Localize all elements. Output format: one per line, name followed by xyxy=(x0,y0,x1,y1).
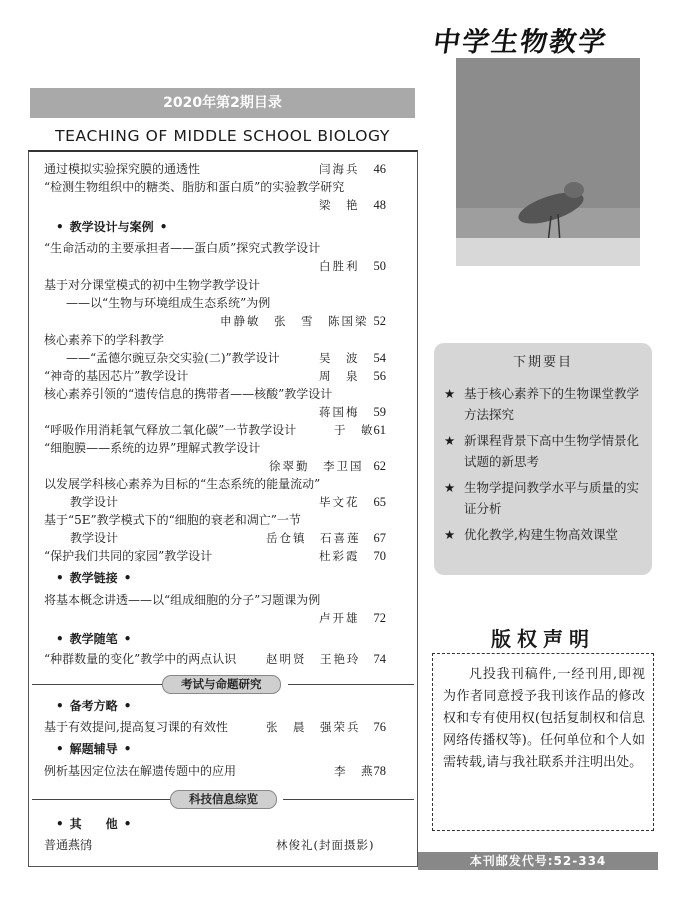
section-label: 教学随笔 xyxy=(69,632,118,646)
toc-author: 徐翠勤 李卫国 xyxy=(269,459,364,473)
toc-author: 岳仓镇 石喜莲 xyxy=(266,531,361,545)
divider-line xyxy=(32,799,170,800)
toc-subtitle: 教学设计 xyxy=(70,531,119,545)
next-issue-item xyxy=(444,383,649,425)
toc-title: “神奇的基因芯片”教学设计 xyxy=(44,369,189,383)
next-issue-item xyxy=(444,430,649,472)
toc-author: 申静敏 张 雪 陈国梁 xyxy=(220,314,369,328)
next-issue-box xyxy=(434,343,652,575)
toc-author: 白胜利 xyxy=(319,259,360,273)
star-icon: ★ xyxy=(444,527,456,542)
toc-page: 67 xyxy=(373,531,386,545)
postal-code-bar: 本刊邮发代号:52-334 xyxy=(418,852,658,870)
category-pill: 科技信息综览 xyxy=(170,790,277,809)
issue-banner: 2020年第2期目录 xyxy=(30,88,415,118)
section-label: 教学设计与案例 xyxy=(69,220,154,234)
section-heading: • 教学随笔 • xyxy=(56,632,132,646)
toc-author: 周 泉 xyxy=(319,369,360,383)
toc-page: 52 xyxy=(373,314,386,328)
divider-line xyxy=(283,799,414,800)
toc-author: 吴 波 xyxy=(319,351,360,365)
copyright-title: 版权声明 xyxy=(491,627,595,651)
toc-title: “保护我们共同的家园”教学设计 xyxy=(44,549,213,563)
toc-subtitle: ——以“生物与环境组成生态系统”为例 xyxy=(66,296,271,310)
section-heading: • 解题辅导 • xyxy=(56,742,132,756)
toc-page: 70 xyxy=(373,549,386,563)
toc-page: 61 xyxy=(373,423,386,437)
bird-illustration xyxy=(456,58,640,266)
toc-title: 基于“5E”教学模式下的“细胞的衰老和凋亡”一节 xyxy=(44,513,301,527)
toc-page: 76 xyxy=(373,720,386,734)
star-icon: ★ xyxy=(444,433,456,448)
toc-title: 普通燕鸻 xyxy=(44,838,93,852)
toc-title: 将基本概念讲透——以“组成细胞的分子”习题课为例 xyxy=(44,593,321,607)
toc-page: 48 xyxy=(373,198,386,212)
star-icon: ★ xyxy=(444,386,456,401)
toc-title: “细胞膜——系统的边界”理解式教学设计 xyxy=(44,441,261,455)
copyright-notice: 凡投我刊稿件,一经刊用,即视为作者同意授予我刊该作品的修改权和专有使用权(包括复制权和信息网络传播权等)。任何单位和个人如需转载,请与我社联系并注明出处。 xyxy=(432,653,654,831)
toc-title: “检测生物组织中的糖类、脂肪和蛋白质”的实验教学研究 xyxy=(44,180,345,194)
section-label: 解题辅导 xyxy=(69,742,118,756)
toc-page: 50 xyxy=(373,259,386,273)
cover-thumbnail[interactable] xyxy=(428,0,640,266)
section-heading: • 备考方略 • xyxy=(56,699,132,713)
toc-author: 赵明贤 王艳玲 xyxy=(266,652,361,666)
divider-line xyxy=(32,684,162,685)
toc-author: 张 晨 强荣兵 xyxy=(266,720,361,734)
cover-photo xyxy=(456,58,640,266)
toc-author: 于 敏 xyxy=(334,423,375,437)
divider-line xyxy=(288,684,414,685)
section-label: 备考方略 xyxy=(69,699,118,713)
toc-title: 通过模拟实验探究膜的通透性 xyxy=(44,162,201,176)
english-title: TEACHING OF MIDDLE SCHOOL BIOLOGY xyxy=(55,127,390,145)
toc-subtitle: ——“孟德尔豌豆杂交实验(二)”教学设计 xyxy=(66,351,280,365)
next-issue-text: 优化教学,构建生物高效课堂 xyxy=(464,527,618,542)
section-label: 教学链接 xyxy=(69,571,118,585)
star-icon: ★ xyxy=(444,480,456,495)
toc-title: “呼吸作用消耗氧气释放二氧化碳”一节教学设计 xyxy=(44,423,297,437)
toc-page: 78 xyxy=(373,764,386,778)
toc-author: 毕文花 xyxy=(319,495,360,509)
toc-author: 闫海兵 xyxy=(319,162,360,176)
toc-page: 59 xyxy=(373,405,386,419)
toc-author: 蒋国梅 xyxy=(319,405,360,419)
toc-title: 以发展学科核心素养为目标的“生态系统的能量流动” xyxy=(44,477,321,491)
toc-page: 74 xyxy=(373,652,386,666)
section-label: 其 他 xyxy=(69,817,118,831)
toc-title: 核心素养引领的“遗传信息的携带者——核酸”教学设计 xyxy=(44,387,333,401)
toc-author: 梁 艳 xyxy=(319,198,360,212)
next-issue-text: 生物学提问教学水平与质量的实证分析 xyxy=(464,480,640,516)
toc-page: 54 xyxy=(373,351,386,365)
toc-title: 基于有效提问,提高复习课的有效性 xyxy=(44,720,228,734)
next-issue-text: 基于核心素养下的生物课堂教学方法探究 xyxy=(464,386,640,422)
toc-author: 林俊礼(封面摄影) xyxy=(276,838,375,852)
section-heading: • 教学链接 • xyxy=(56,571,132,585)
toc-title: “生命活动的主要承担者——蛋白质”探究式教学设计 xyxy=(44,241,321,255)
toc-author: 杜彩霞 xyxy=(319,549,360,563)
next-issue-item xyxy=(444,524,649,566)
toc-title: 例析基因定位法在解遗传题中的应用 xyxy=(44,764,237,778)
toc-page: 72 xyxy=(373,611,386,625)
toc-title: 基于对分课堂模式的初中生物学教学设计 xyxy=(44,278,261,292)
toc-page: 46 xyxy=(373,162,386,176)
section-heading: • 其 他 • xyxy=(56,817,132,831)
next-issue-item xyxy=(444,477,649,519)
toc-title: 核心素养下的学科教学 xyxy=(44,333,165,347)
section-heading: • 教学设计与案例 • xyxy=(56,220,168,234)
category-pill: 考试与命题研究 xyxy=(162,675,281,694)
toc-page: 62 xyxy=(373,459,386,473)
next-issue-title: 下期要目 xyxy=(512,355,573,370)
toc-subtitle: 教学设计 xyxy=(70,495,119,509)
toc-page: 65 xyxy=(373,495,386,509)
next-issue-text: 新课程背景下高中生物学情景化试题的新思考 xyxy=(464,433,640,469)
toc-title: “种群数量的变化”教学中的两点认识 xyxy=(44,652,237,666)
toc-author: 卢开雄 xyxy=(319,611,360,625)
toc-page: 56 xyxy=(373,369,386,383)
toc-author: 李 燕 xyxy=(334,764,375,778)
cover-logo: 中学生物教学 xyxy=(431,27,610,58)
